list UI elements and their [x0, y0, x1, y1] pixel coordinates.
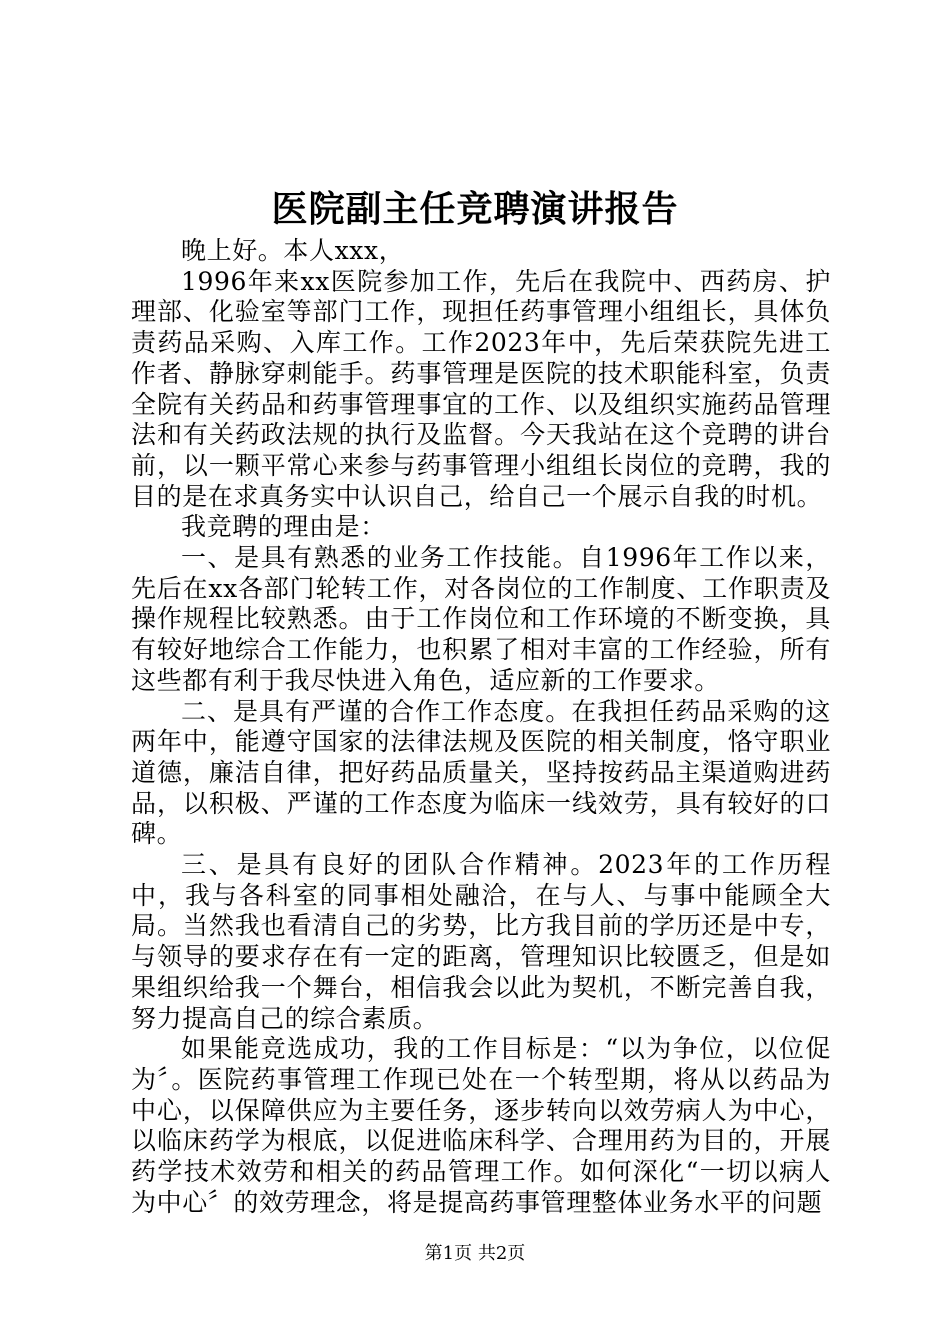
- document-title: 医院副主任竞聘演讲报告: [271, 188, 679, 230]
- page-number-footer: 第1页 共2页: [424, 1243, 526, 1264]
- goals-paragraph: 如果能竞选成功，我的工作目标是：“以为争位，以位促为〞。医院药事管理工作现已处在一个转型期，将从以药品为中心，以保障供应为主要任务，逐步转向以效劳病人为中心，以临床药学为根底，以促进临床科学、合理用药为目的，开展药学技术效劳和相关的药品管理工作。如何深化“一切以病人为中心〞的效劳理念，将是提高药事管理整体业务水平的问题: [131, 1034, 831, 1217]
- greeting-paragraph: 晚上好。本人xxx，: [181, 236, 405, 265]
- reason-three-paragraph: 三、是具有良好的团队合作精神。2023年的工作历程中，我与各科室的同事相处融洽，在与人、与事中能顾全大局。当然我也看清自己的劣势，比方我目前的学历还是中专，与领导的要求存在有一定的距离，管理知识比较匮乏，但是如果组织给我一个舞台，相信我会以此为契机，不断完善自我，努力提高自己的综合素质。: [131, 850, 831, 1033]
- reasons-heading-paragraph: 我竞聘的理由是：: [181, 512, 386, 542]
- document-body: [131, 236, 831, 1219]
- reason-two-paragraph: 二、是具有严谨的合作工作态度。在我担任药品采购的这两年中，能遵守国家的法律法规及医院的相关制度，恪守职业道德，廉洁自律，把好药品质量关，坚持按药品主渠道购进药品，以积极、严谨的工作态度为临床一线效劳，具有较好的口碑。: [131, 696, 831, 849]
- reason-one-paragraph: 一、是具有熟悉的业务工作技能。自1996年工作以来，先后在xx各部门轮转工作，对各岗位的工作制度、工作职责及操作规程比较熟悉。由于工作岗位和工作环境的不断变换，具有较好地综合工作能力，也积累了相对丰富的工作经验，所有这些都有利于我尽快进入角色，适应新的工作要求。: [131, 543, 831, 695]
- intro-paragraph: 1996年来xx医院参加工作，先后在我院中、西药房、护理部、化验室等部门工作，现担任药事管理小组组长，具体负责药品采购、入库工作。工作2023年中，先后荣获院先进工作者、静脉穿刺能手。药事管理是医院的技术职能科室，负责全院有关药品和药事管理事宜的工作、以及组织实施药品管理法和有关药政法规的执行及监督。今天我站在这个竞聘的讲台前，以一颗平常心来参与药事管理小组组长岗位的竞聘，我的目的是在求真务实中认识自己，给自己一个展示自我的时机。: [131, 266, 831, 511]
